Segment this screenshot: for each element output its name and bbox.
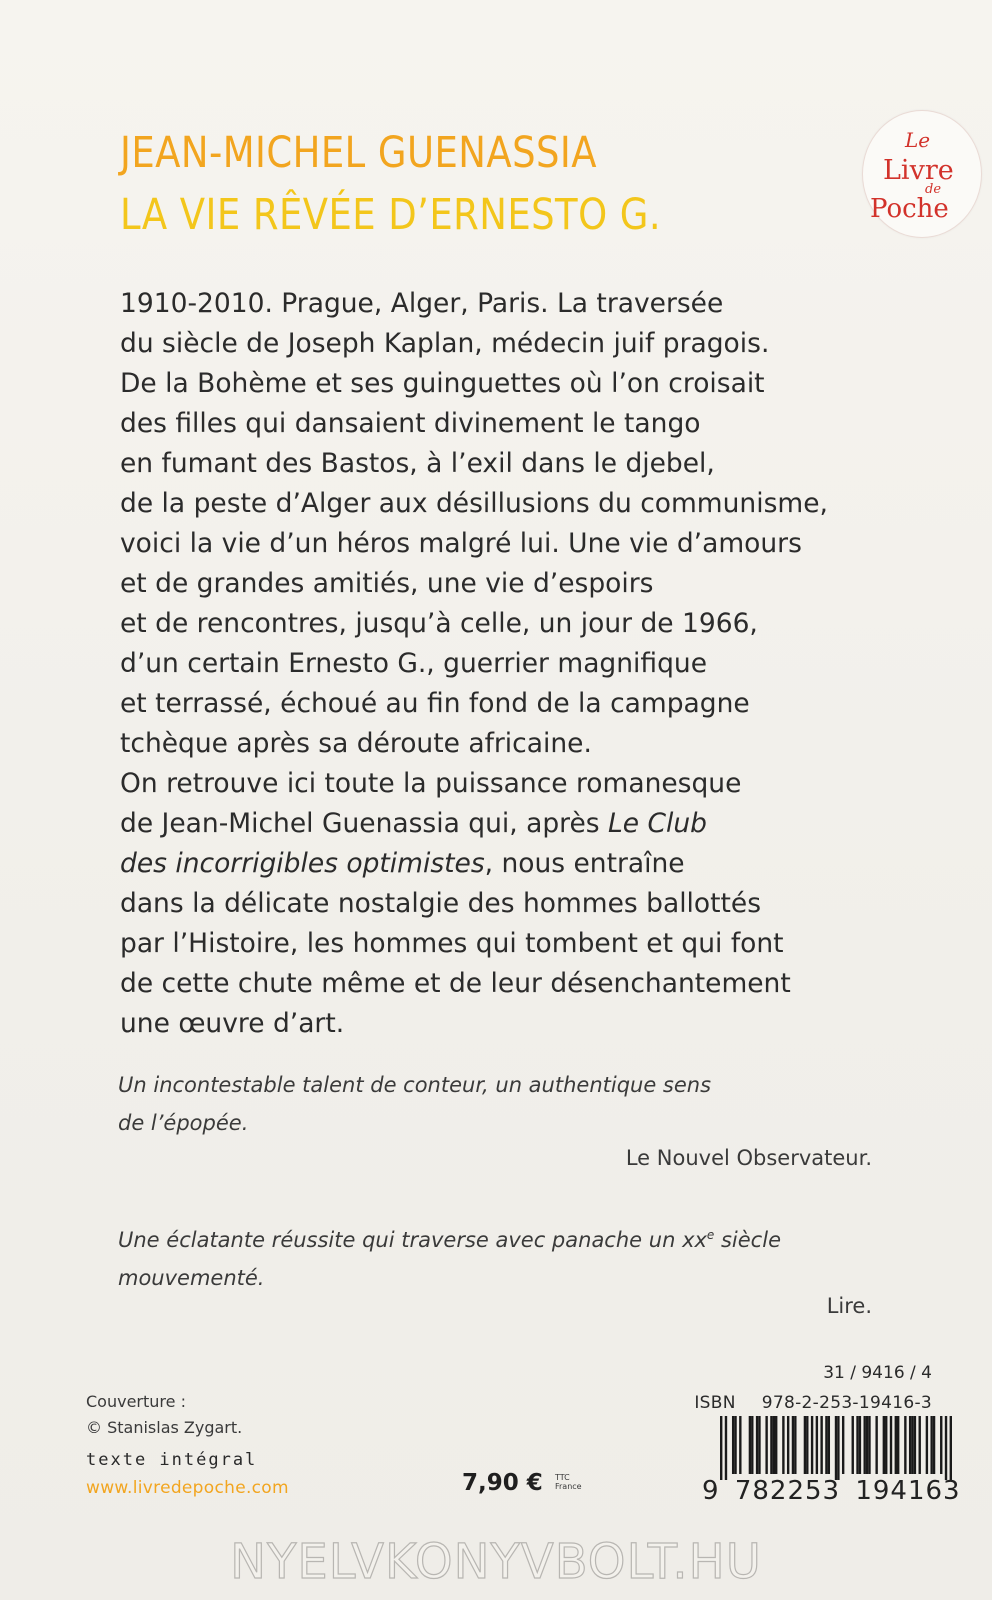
barcode-bar [739,1416,741,1474]
barcode-icon [720,1416,952,1480]
barcode-bar [820,1416,822,1474]
logo-word-de: de [925,182,942,197]
barcode-bar [758,1416,760,1474]
barcode-first-digit: 9 [702,1476,720,1506]
isbn-number: 978-2-253-19416-3 [761,1393,932,1413]
barcode-bar [835,1416,837,1480]
blurb-line-with-title [120,844,880,884]
barcode-bar [926,1416,928,1474]
blurb-line: du siècle de Joseph Kaplan, médecin juif pragois. [120,328,770,359]
catalog-code: 31 / 9416 / 4 [823,1363,932,1383]
price-note-ttc: TTC [555,1473,570,1482]
isbn-label: ISBN [694,1393,736,1413]
barcode-bar [852,1416,854,1474]
barcode-group-1: 782253 [734,1476,841,1506]
price-note-france: France [555,1482,582,1491]
barcode-bar [794,1416,796,1474]
barcode-bar [933,1416,935,1474]
century-roman: xx [682,1228,707,1252]
barcode-group-2: 194163 [855,1476,961,1506]
barcode-bar [895,1416,897,1474]
barcode-bar [720,1416,722,1480]
barcode-bar [792,1416,794,1474]
cover-credit: © Stanislas Zygart. [86,1418,243,1437]
blurb-line: et de grandes amitiés, une vie d’espoirs [120,568,654,599]
blurb-line: De la Bohème et ses guinguettes où l’on croisait [120,368,765,399]
barcode-bar [950,1416,952,1480]
barcode-digits [702,1476,967,1506]
barcode-bar [885,1416,887,1474]
logo-word-le: Le [905,128,931,152]
barcode-bar [787,1416,789,1474]
quote-text: siècle [714,1228,781,1252]
barcode-bar [749,1416,751,1474]
blurb-line-with-title [120,804,880,844]
barcode-bar [725,1416,727,1480]
barcode-bar [837,1416,839,1480]
quote-line [118,1216,878,1259]
barcode-bar [765,1416,767,1474]
barcode-bar [816,1416,818,1474]
barcode-bar [811,1416,813,1474]
barcode-bar [919,1416,921,1474]
barcode-bar [782,1416,784,1474]
barcode-bar [775,1416,777,1474]
barcode-bar [875,1416,877,1474]
century-superscript: e [706,1228,715,1242]
barcode-bar [904,1416,906,1474]
barcode-bar [890,1416,892,1474]
integral-text-label: texte intégral [86,1450,258,1470]
blurb-line: et de rencontres, jusqu’à celle, un jour de 1966, [120,608,758,639]
watermark: NYELVKONYVBOLT.HU [230,1534,762,1590]
blurb-line: par l’Histoire, les hommes qui tombent et qui font [120,928,784,959]
barcode-bar [732,1416,734,1474]
barcode-bar [930,1416,932,1474]
logo-word-poche: Poche [870,194,949,224]
blurb-text: , nous entraîne [484,848,685,879]
quote-line: de l’épopée. [118,1111,249,1135]
cited-book-title: des incorrigibles optimistes [120,848,485,879]
blurb-line: de cette chute même et de leur désenchantement [120,968,791,999]
barcode-bar [751,1416,753,1474]
blurb-line: voici la vie d’un héros malgré lui. Une vie d’amours [120,528,802,559]
barcode-bar [825,1416,827,1474]
barcode-bar [770,1416,772,1474]
publisher-website: www.livredepoche.com [86,1478,289,1498]
barcode-bar [945,1416,947,1480]
barcode-bar [868,1416,870,1474]
barcode-bar [883,1416,885,1474]
author-name: JEAN-MICHEL GUENASSIA [120,128,597,178]
blurb-line: de la peste d’Alger aux désillusions du communisme, [120,488,828,519]
barcode-bar [914,1416,916,1474]
blurb-line: dans la délicate nostalgie des hommes ballottés [120,888,762,919]
blurb-text: de Jean-Michel Guenassia qui, après [120,808,608,839]
press-quote [118,1066,878,1142]
quote-source: Le Nouvel Observateur. [625,1146,872,1170]
barcode-bar [866,1416,868,1474]
blurb-line: en fumant des Bastos, à l’exil dans le djebel, [120,448,715,479]
quote-line: mouvementé. [118,1266,265,1290]
le-livre-de-poche-logo [862,110,982,238]
quote-text: Une éclatante réussite qui traverse avec panache un [118,1228,683,1252]
barcode-bar [804,1416,806,1474]
cited-book-title: Le Club [608,808,707,839]
barcode-bar [842,1416,844,1474]
press-quote [118,1216,878,1297]
blurb-line: 1910-2010. Prague, Alger, Paris. La traversée [120,288,724,319]
blurb-line: et terrassé, échoué au fin fond de la campagne [120,688,750,719]
isbn-line [694,1393,932,1413]
barcode-bar [897,1416,899,1474]
barcode-bar [806,1416,808,1474]
barcode-bar [734,1416,736,1474]
logo-word-livre: Livre [883,155,954,186]
barcode-bar [859,1416,861,1474]
blurb-line: des filles qui dansaient divinement le tango [120,408,701,439]
barcode-bar [773,1416,775,1474]
barcode-bar [756,1416,758,1474]
barcode-bar [864,1416,866,1474]
blurb-line: une œuvre d’art. [120,1008,345,1039]
quote-line: Un incontestable talent de conteur, un authentique sens [118,1073,712,1097]
book-title: LA VIE RÊVÉE D’ERNESTO G. [120,190,662,240]
publisher-logo-icon [863,111,981,237]
barcode-bar [828,1416,830,1474]
barcode-bar [911,1416,913,1474]
blurb-line: tchèque après sa déroute africaine. [120,728,592,759]
cover-credit-label: Couverture : [86,1392,186,1411]
barcode-bar [856,1416,858,1474]
barcode-bar [909,1416,911,1474]
quote-source: Lire. [826,1294,872,1318]
blurb-line: On retrouve ici toute la puissance romanesque [120,768,742,799]
blurb-line: d’un certain Ernesto G., guerrier magnifique [120,648,708,679]
barcode-bar [940,1416,942,1474]
price: 7,90 € [462,1470,543,1496]
book-blurb [120,284,880,1044]
price-note [555,1473,582,1491]
